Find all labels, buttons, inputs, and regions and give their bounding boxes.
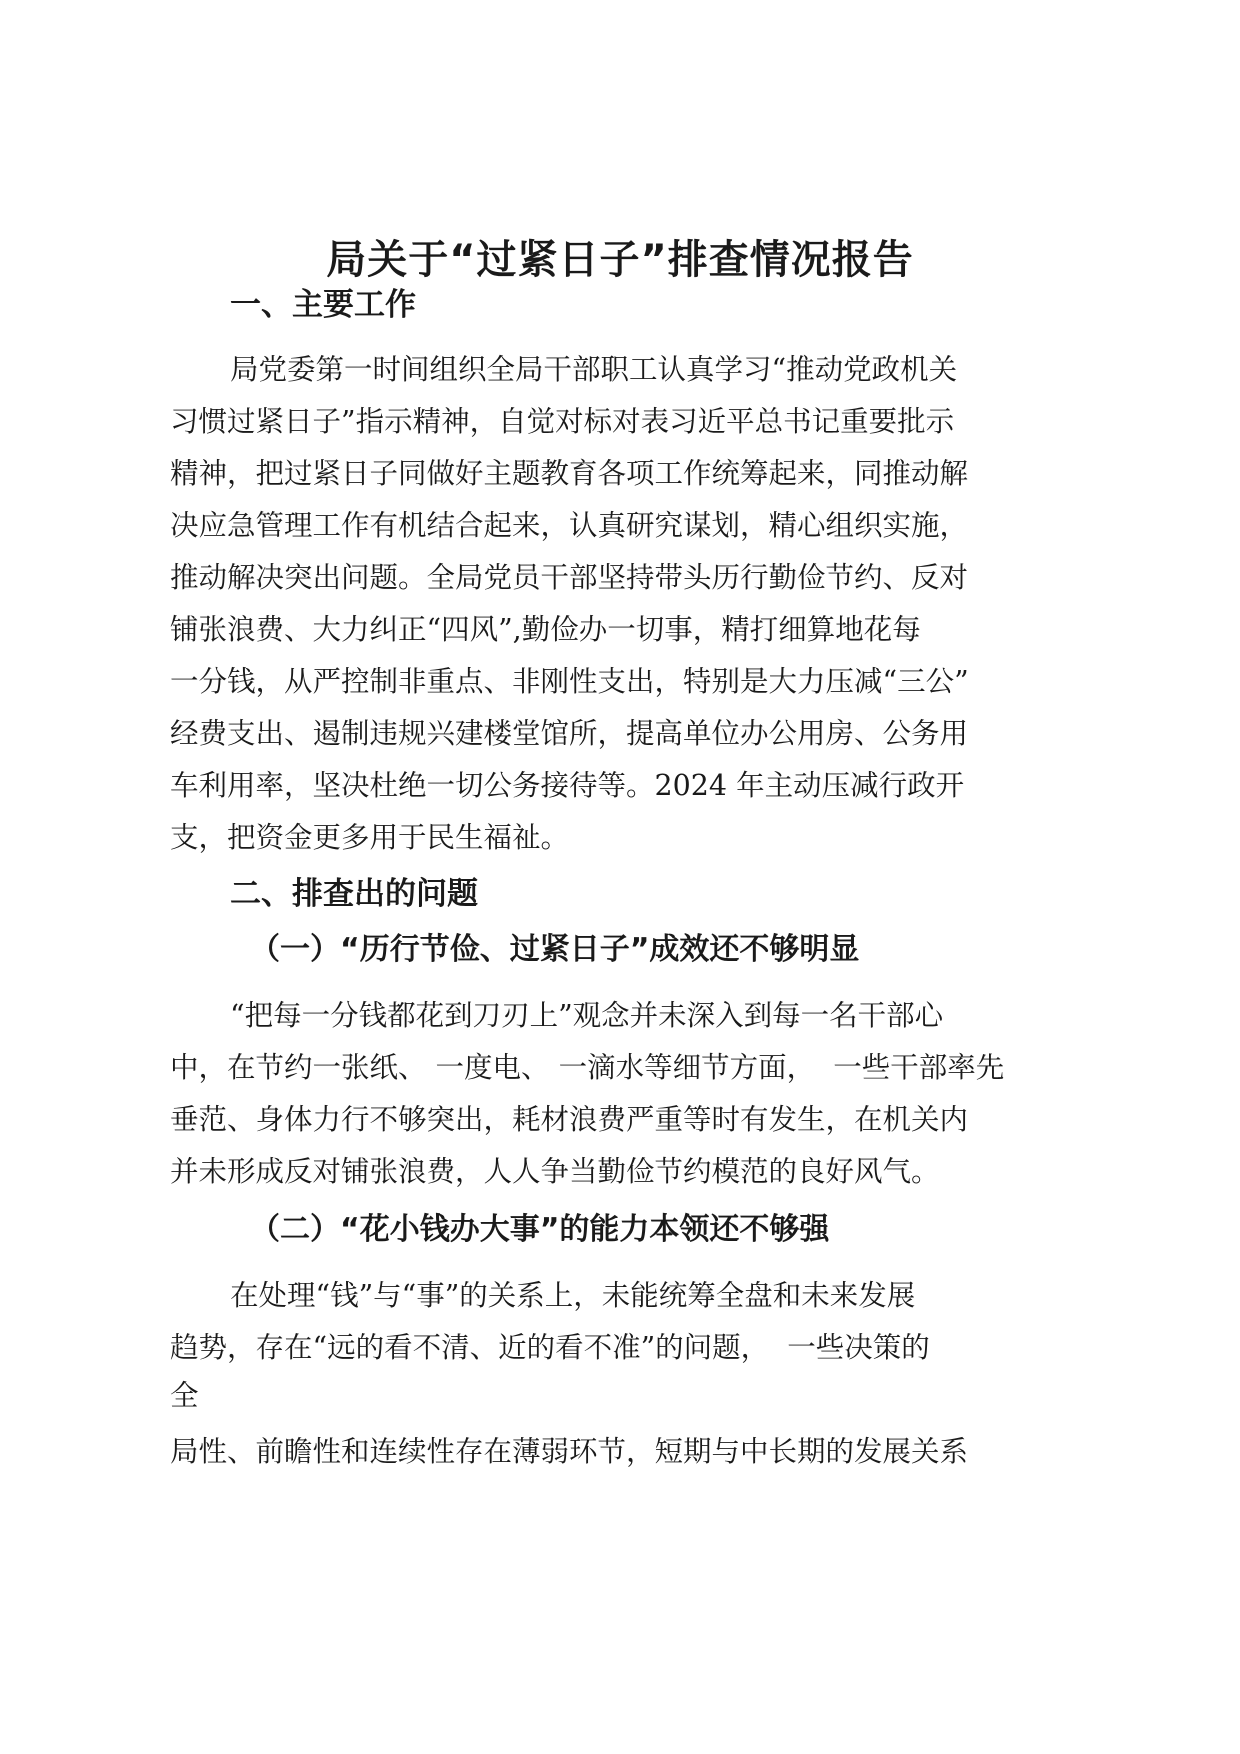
paragraph-line: 车利用率，坚决杜绝一切公务接待等。2024 年主动压减行政开 <box>170 769 965 802</box>
subsection-heading-frugality: （一）“历行节俭、过紧日子”成效还不够明显 <box>250 932 860 967</box>
paragraph-line: 决应急管理工作有机结合起来，认真研究谋划，精心组织实施， <box>170 509 969 542</box>
paragraph-line: 中，在节约一张纸、 一度电、 一滴水等细节方面， 一些干部率先 <box>170 1051 1005 1084</box>
paragraph-line: 垂范、身体力行不够突出，耗材浪费严重等时有发生，在机关内 <box>170 1103 969 1136</box>
section-heading-issues: 二、排查出的问题 <box>230 876 478 912</box>
section-heading-main-work: 一、主要工作 <box>230 287 416 323</box>
paragraph-line: 局党委第一时间组织全局干部职工认真学习“推动党政机关 <box>230 353 958 386</box>
paragraph-line: 支，把资金更多用于民生福祉。 <box>170 821 570 854</box>
document-title: 局关于“过紧日子”排查情况报告 <box>326 237 914 283</box>
paragraph-line: 铺张浪费、大力纠正“四风”,勤俭办一切事，精打细算地花每 <box>170 613 921 646</box>
paragraph-line: 一分钱，从严控制非重点、非刚性支出，特别是大力压减“三公” <box>170 665 969 698</box>
paragraph-line: 全 <box>170 1379 199 1412</box>
paragraph-line: 趋势，存在“远的看不清、近的看不准”的问题， 一些决策的 <box>170 1331 930 1364</box>
paragraph-line: 并未形成反对铺张浪费，人人争当勤俭节约模范的良好风气。 <box>170 1155 940 1188</box>
paragraph-line: 精神，把过紧日子同做好主题教育各项工作统筹起来，同推动解 <box>170 457 969 490</box>
subsection-heading-capability: （二）“花小钱办大事”的能力本领还不够强 <box>250 1212 830 1247</box>
paragraph-line: 局性、前瞻性和连续性存在薄弱环节，短期与中长期的发展关系 <box>170 1435 969 1468</box>
paragraph-line: 在处理“钱”与“事”的关系上，未能统筹全盘和未来发展 <box>230 1279 916 1312</box>
paragraph-line: 推动解决突出问题。全局党员干部坚持带头历行勤俭节约、反对 <box>170 561 969 594</box>
paragraph-line: “把每一分钱都花到刀刃上”观念并未深入到每一名干部心 <box>230 999 944 1032</box>
paragraph-line: 习惯过紧日子”指示精神，自觉对标对表习近平总书记重要批示 <box>170 405 955 438</box>
paragraph-line: 经费支出、遏制违规兴建楼堂馆所，提高单位办公用房、公务用 <box>170 717 969 750</box>
